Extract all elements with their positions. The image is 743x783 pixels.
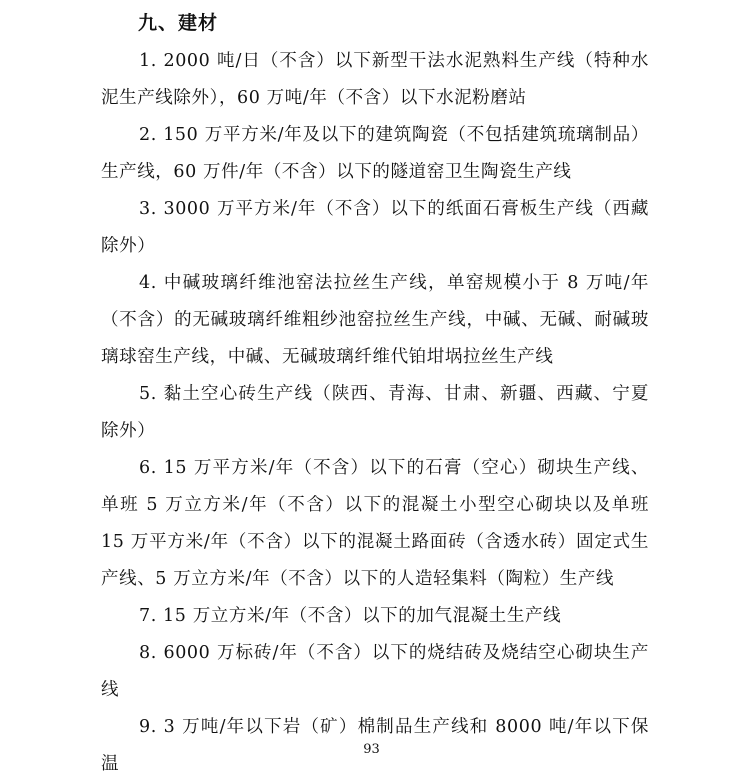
list-item-1: 1. 2000 吨/日（不含）以下新型干法水泥熟料生产线（特种水泥生产线除外），60 万吨/年（不含）以下水泥粉磨站: [101, 51, 649, 108]
list-item-5: 5. 黏土空心砖生产线（陕西、青海、甘肃、新疆、西藏、宁夏除外）: [101, 384, 649, 441]
list-item-6: 6. 15 万平方米/年（不含）以下的石膏（空心）砌块生产线、单班 5 万立方米/年（不含）以下的混凝土小型空心砌块以及单班 15 万平方米/年（不含）以下的混凝土路面砖（含透水砖）固定式生产线、5 万立方米/年（不含）以下的人造轻集料（陶粒）生产线: [101, 458, 649, 589]
list-item-9: 9. 3 万吨/年以下岩（矿）棉制品生产线和 8000 吨/年以下保温: [101, 717, 649, 774]
list-item-8: 8. 6000 万标砖/年（不含）以下的烧结砖及烧结空心砌块生产线: [101, 643, 649, 700]
page-number: 93: [363, 742, 380, 757]
section-heading: 九、建材: [138, 12, 219, 34]
list-item-4: 4. 中碱玻璃纤维池窑法拉丝生产线，单窑规模小于 8 万吨/年（不含）的无碱玻璃纤维粗纱池窑拉丝生产线，中碱、无碱、耐碱玻璃球窑生产线，中碱、无碱玻璃纤维代铂坩埚拉丝生产线: [101, 273, 649, 367]
list-item-3: 3. 3000 万平方米/年（不含）以下的纸面石膏板生产线（西藏除外）: [101, 199, 649, 256]
list-item-2: 2. 150 万平方米/年及以下的建筑陶瓷（不包括建筑琉璃制品）生产线，60 万件/年（不含）以下的隧道窑卫生陶瓷生产线: [101, 125, 649, 182]
list-item-7: 7. 15 万立方米/年（不含）以下的加气混凝土生产线: [139, 606, 562, 626]
